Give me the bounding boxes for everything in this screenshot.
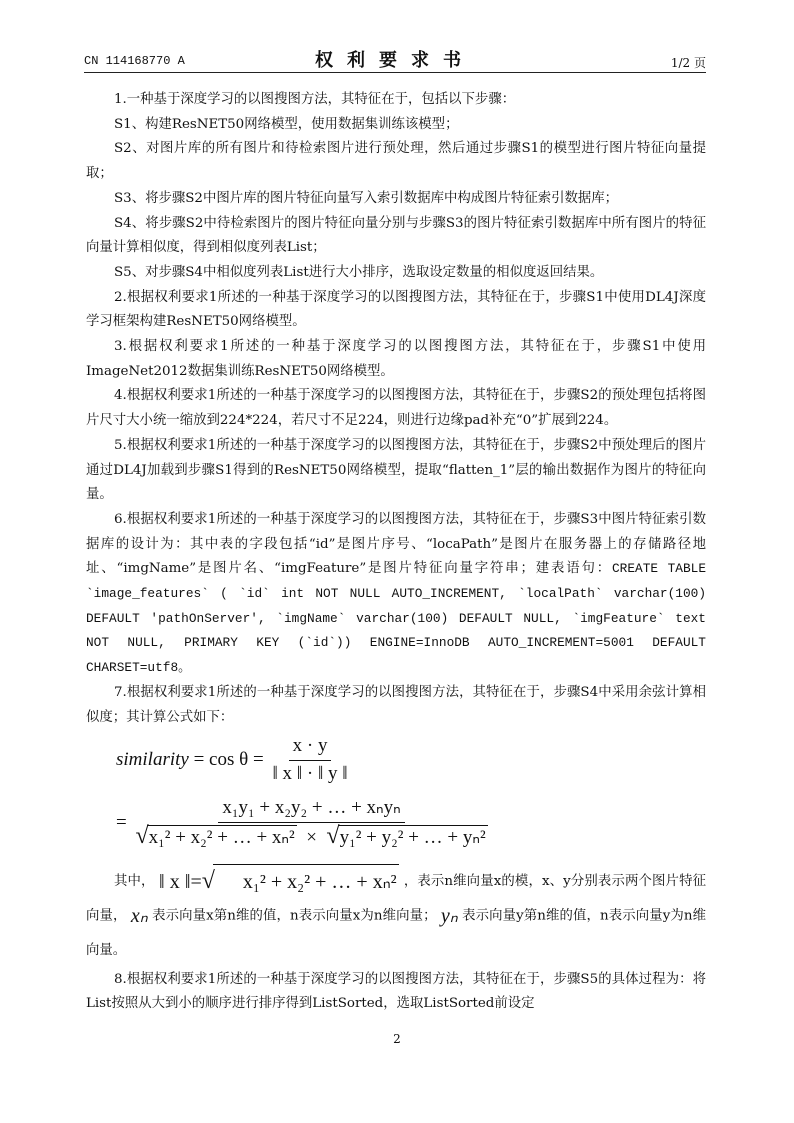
formula-fraction-2	[131, 796, 491, 850]
claim-5: 5.根据权利要求1所述的一种基于深度学习的以图搜图方法，其特征在于，步骤S2中预处理后的图片通过DL4J加载到步骤S1得到的ResNET50网络模型，提取“flatten_1”层的输出数据作为图片的特征向量。	[86, 437, 706, 503]
claim-3: 3.根据权利要求1所述的一种基于深度学习的以图搜图方法，其特征在于，步骤S1中使用ImageNet2012数据集训练ResNET50网络模型。	[86, 339, 706, 379]
claims-body	[86, 88, 706, 1017]
claim-2: 2.根据权利要求1所述的一种基于深度学习的以图搜图方法，其特征在于，步骤S1中使用DL4J深度学习框架构建ResNET50网络模型。	[86, 289, 706, 330]
claim-1-step-s3: S3、将步骤S2中图片库的图片特征向量写入索引数据库中构成图片特征索引数据库；	[114, 190, 619, 206]
claim-1-step-s1: S1、构建ResNET50网络模型，使用数据集训练该模型；	[114, 116, 459, 132]
claim-7: 7.根据权利要求1所述的一种基于深度学习的以图搜图方法，其特征在于，步骤S4中采用余弦计算相似度；其计算公式如下：	[86, 684, 706, 725]
claim-7-where-d: 表示向量y第n维的值，n表示向量y为n维向量。	[86, 908, 706, 958]
claim-7-where-a: 其中，	[114, 874, 155, 890]
claim-6	[86, 508, 706, 681]
claim-6-sql: CREATE TABLE `image_features` ( `id` int NOT NULL AUTO_INCREMENT, `localPath` varchar(100) DEFAULT 'pathOnServer', `imgName` varchar(100) DEFAULT NULL, `imgFeature` text NOT NULL, PRIMARY KEY (`id`)) ENGINE=InnoDB AUTO_INCREMENT=5001 DEFAULT CHARSET=utf8。	[86, 561, 706, 676]
claim-7-where-c: 表示向量x第n维的值，n表示向量x为n维向量；	[152, 908, 437, 924]
page-number: 2	[393, 1032, 401, 1046]
page-label: 1/2 页	[670, 56, 706, 70]
norm-lhs: ‖ x ‖=	[158, 871, 202, 894]
norm-rhs: x₁² + x₂² + … + xₙ²	[213, 864, 399, 899]
formula-eq: = cos θ =	[193, 748, 264, 770]
yn-symbol: yₙ	[440, 905, 458, 928]
page-header	[84, 46, 706, 72]
formula-den-1: ‖ x ‖ · ‖ y ‖	[272, 762, 348, 784]
page-title: 权利要求书	[315, 50, 475, 71]
formula-fraction-1	[268, 734, 351, 786]
claim-8: 8.根据权利要求1所述的一种基于深度学习的以图搜图方法，其特征在于，步骤S5的具体过程为：将List按照从大到小的顺序进行排序得到ListSorted，选取ListSorted前设定	[86, 971, 706, 1012]
cosine-formula: similarity = cos θ = $\frac{x \cdot y}{‖ x ‖ \cdot ‖ y ‖}$ = x₁y₁ + x₂y₂ + … + xₙyₙ √x₁² + x₂² + … + xₙ² × √y₁² + y₂² + … + yₙ²	[116, 732, 706, 856]
claim-7-where-b: ，表示n维向量x的模，x、y分别表示两个图片特征向量，	[86, 874, 706, 924]
claim-4: 4.根据权利要求1所述的一种基于深度学习的以图搜图方法，其特征在于，步骤S2的预处理包括将图片尺寸大小统一缩放到224*224，若尺寸不足224，则进行边缘pad补充“0”扩展到224。	[86, 388, 706, 429]
formula-num-1: x · y	[289, 734, 332, 761]
claim-7-where	[86, 864, 706, 968]
formula-lhs: similarity	[116, 748, 189, 770]
claim-6-text: 6.根据权利要求1所述的一种基于深度学习的以图搜图方法，其特征在于，步骤S3中图片特征索引数据库的设计为：其中表的字段包括“id”是图片序号、“locaPath”是图片在服务器上的存储路径地址、“imgName”是图片名、“imgFeature”是图片特征向量字符串；建表语句：	[86, 511, 706, 577]
formula-den-2a: x₁² + x₂² + … + xₙ²	[147, 825, 297, 851]
xn-symbol: xₙ	[130, 905, 148, 928]
claim-1-step-s2: S2、对图片库的所有图片和待检索图片进行预处理，然后通过步骤S1的模型进行图片特征向量提取；	[86, 141, 706, 182]
formula-den-2: √x₁² + x₂² + … + xₙ² × √y₁² + y₂² + … + yₙ²	[135, 822, 486, 849]
claim-1-step-s5: S5、对步骤S4中相似度列表List进行大小排序，选取设定数量的相似度返回结果。	[114, 264, 604, 280]
claim-1-step-s4: S4、将步骤S2中待检索图片的图片特征向量分别与步骤S3的图片特征索引数据库中所有图片的特征向量计算相似度，得到相似度列表List；	[86, 215, 706, 256]
formula-num-2: x₁y₁ + x₂y₂ + … + xₙyₙ	[218, 796, 404, 823]
claim-1-intro: 1.一种基于深度学习的以图搜图方法，其特征在于，包括以下步骤：	[114, 92, 516, 107]
header-rule	[84, 72, 706, 73]
norm-formula: ‖ x ‖=√ x₁² + x₂² + … + xₙ²	[159, 871, 404, 893]
publication-number: CN 114168770 A	[84, 54, 185, 68]
formula-den-2b: y₁² + y₂² + … + yₙ²	[338, 825, 488, 851]
